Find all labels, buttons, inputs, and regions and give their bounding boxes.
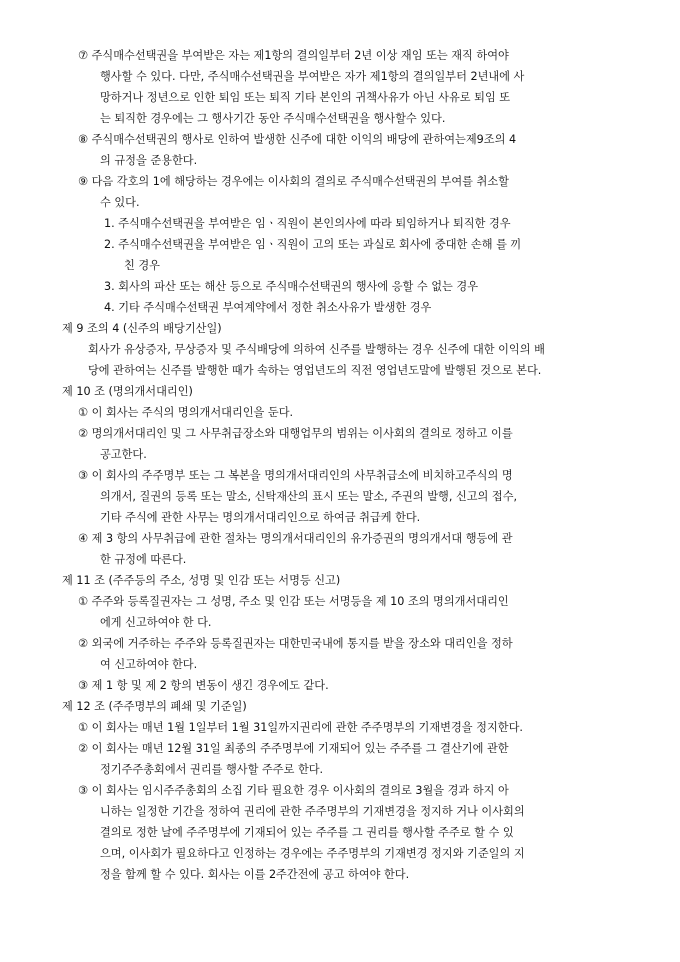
- article-12-clause-3-line-2: 니하는 일정한 기간을 정하여 권리에 관한 주주명부의 기재변경을 정지하 거나 이사회의: [100, 805, 525, 818]
- article-10-heading: 제 10 조 (명의개서대리인): [62, 385, 193, 398]
- clause-7-line-2: 행사할 수 있다. 다만, 주식매수선택권을 부여받은 자가 제1항의 결의일부터 2년내에 사: [100, 70, 525, 83]
- clause-7-line-1: ⑦ 주식매수선택권을 부여받은 자는 제1항의 결의일부터 2년 이상 재임 또는 재직 하여야: [78, 49, 509, 62]
- clause-9-line-1: ⑨ 다음 각호의 1에 해당하는 경우에는 이사회의 결의로 주식매수선택권의 부여를 취소할: [78, 175, 509, 188]
- article-10-clause-3-line-2: 의개서, 질권의 등록 또는 말소, 신탁재산의 표시 또는 말소, 주권의 발행, 신고의 접수,: [100, 490, 518, 503]
- article-11-clause-2-line-1: ② 외국에 거주하는 주주와 등록질권자는 대한민국내에 통지를 받을 장소와 대리인을 정하: [78, 637, 513, 650]
- article-11-clause-1-line-1: ① 주주와 등록질권자는 그 성명, 주소 및 인감 또는 서명등을 제 10 조의 명의개서대리인: [78, 595, 509, 608]
- article-10-clause-4-line-2: 한 규정에 따른다.: [100, 553, 187, 566]
- article-11-clause-3: ③ 제 1 항 및 제 2 항의 변동이 생긴 경우에도 같다.: [78, 679, 329, 692]
- article-12-clause-2-line-1: ② 이 회사는 매년 12월 31일 최종의 주주명부에 기재되어 있는 주주를 그 결산기에 관한: [78, 742, 509, 755]
- article-12-clause-3-line-1: ③ 이 회사는 임시주주총회의 소집 기타 필요한 경우 이사회의 결의로 3월을 경과 하지 아: [78, 784, 509, 797]
- clause-7-line-4: 는 퇴직한 경우에는 그 행사기간 동안 주식매수선택권을 행사할수 있다.: [100, 112, 446, 125]
- clause-7-line-3: 망하거나 정년으로 인한 퇴임 또는 퇴직 기타 본인의 귀책사유가 아닌 사유로 퇴임 또: [100, 91, 511, 104]
- article-10-clause-4-line-1: ④ 제 3 항의 사무취급에 관한 절차는 명의개서대리인의 유가증권의 명의개서대 행등에 관: [78, 532, 513, 545]
- article-10-clause-1: ① 이 회사는 주식의 명의개서대리인을 둔다.: [78, 406, 294, 419]
- article-10-clause-3-line-1: ③ 이 회사의 주주명부 또는 그 복본을 명의개서대리인의 사무취급소에 비치하고주식의 명: [78, 469, 513, 482]
- article-12-heading: 제 12 조 (주주명부의 폐쇄 및 기준일): [62, 700, 247, 713]
- clause-8-line-2: 의 규정을 준용한다.: [100, 154, 198, 167]
- article-12-clause-3-line-3: 결의로 정한 날에 주주명부에 기재되어 있는 주주를 그 권리를 행사할 주주로 할 수 있: [100, 826, 514, 839]
- article-9-4-body-line-2: 당에 관하여는 신주를 발행한 때가 속하는 영업년도의 직전 영업년도말에 발행된 것으로 본다.: [88, 364, 542, 377]
- clause-9-item-2: 2. 주식매수선택권을 부여받은 임ㆍ직원이 고의 또는 과실로 회사에 중대한 손해 를 끼: [104, 238, 522, 251]
- article-12-clause-3-line-4: 으며, 이사회가 필요하다고 인정하는 경우에는 주주명부의 기재변경 정지와 기준일의 지: [100, 847, 525, 860]
- article-10-clause-2-line-2: 공고한다.: [100, 448, 147, 461]
- article-12-clause-3-line-5: 정을 함께 할 수 있다. 회사는 이를 2주간전에 공고 하여야 한다.: [100, 868, 410, 881]
- clause-9-item-1: 1. 주식매수선택권을 부여받은 임ㆍ직원이 본인의사에 따라 퇴임하거나 퇴직한 경우: [104, 217, 511, 230]
- article-12-clause-1: ① 이 회사는 매년 1월 1일부터 1월 31일까지권리에 관한 주주명부의 기재변경을 정지한다.: [78, 721, 523, 734]
- clause-9-line-2: 수 있다.: [100, 196, 140, 209]
- article-9-4-heading: 제 9 조의 4 (신주의 배당기산일): [62, 322, 222, 335]
- clause-9-item-3: 3. 회사의 파산 또는 해산 등으로 주식매수선택권의 행사에 응할 수 없는 경우: [104, 280, 479, 293]
- article-11-clause-2-line-2: 여 신고하여야 한다.: [100, 658, 198, 671]
- article-11-heading: 제 11 조 (주주등의 주소, 성명 및 인감 또는 서명등 신고): [62, 574, 341, 587]
- clause-9-item-2-cont: 친 경우: [124, 259, 160, 272]
- article-9-4-body-line-1: 회사가 유상증자, 무상증자 및 주식배당에 의하여 신주를 발행하는 경우 신주에 대한 이익의 배: [88, 343, 545, 356]
- article-10-clause-3-line-3: 기타 주식에 관한 사무는 명의개서대리인으로 하여금 취급케 한다.: [100, 511, 421, 524]
- clause-8-line-1: ⑧ 주식매수선택권의 행사로 인하여 발생한 신주에 대한 이익의 배당에 관하여는제9조의 4: [78, 133, 517, 146]
- clause-9-item-4: 4. 기타 주식매수선택권 부여계약에서 정한 취소사유가 발생한 경우: [104, 301, 432, 314]
- article-10-clause-2-line-1: ② 명의개서대리인 및 그 사무취급장소와 대행업무의 범위는 이사회의 결의로 정하고 이를: [78, 427, 513, 440]
- article-12-clause-2-line-2: 정기주주총회에서 권리를 행사할 주주로 한다.: [100, 763, 324, 776]
- article-11-clause-1-line-2: 에게 신고하여야 한 다.: [100, 616, 212, 629]
